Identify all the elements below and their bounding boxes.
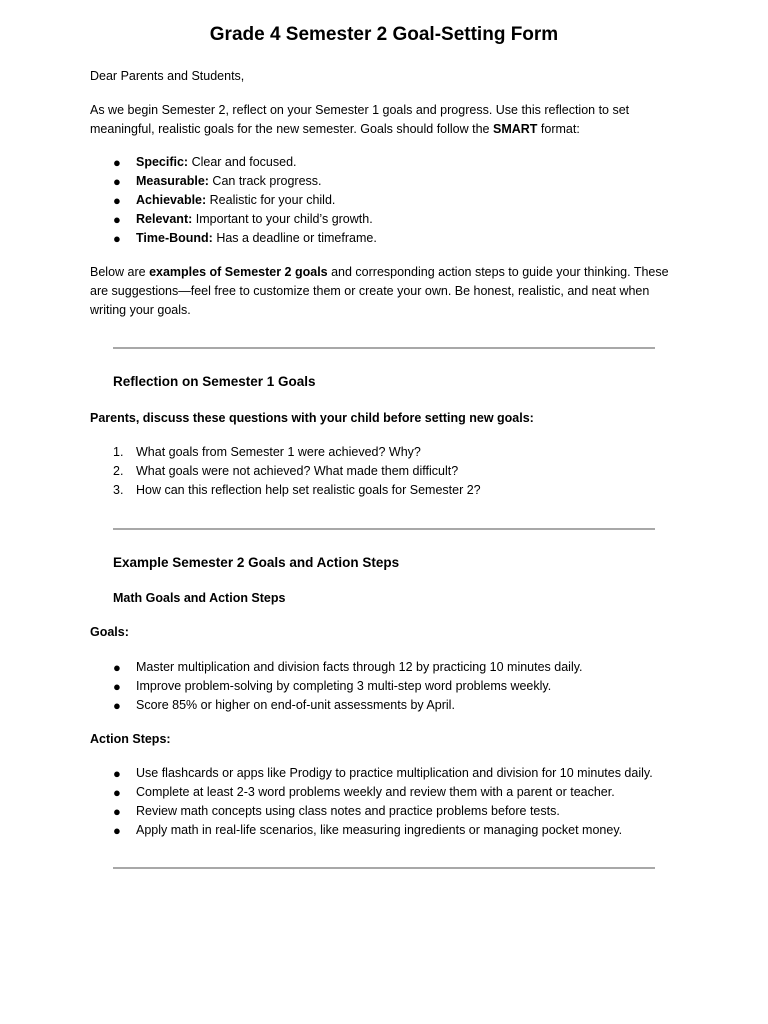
question-number: 1. — [113, 445, 124, 459]
goals-label: Goals: — [90, 625, 129, 639]
question-text: What goals from Semester 1 were achieved? Why? — [136, 445, 421, 459]
section-divider — [113, 528, 655, 530]
smart-term: Specific: — [136, 155, 189, 169]
bullet-icon: ● — [113, 174, 121, 189]
question-text: What goals were not achieved? What made them difficult? — [136, 464, 459, 478]
reflection-heading: Reflection on Semester 1 Goals — [113, 374, 316, 389]
bullet-icon: ● — [113, 231, 121, 246]
bullet-icon: ● — [113, 679, 121, 694]
intro-paragraph — [90, 101, 629, 139]
math-heading: Math Goals and Action Steps — [113, 591, 286, 605]
smart-term: Achievable: — [136, 193, 207, 207]
guidance-bold: examples of Semester 2 goals — [149, 265, 328, 279]
action-steps-label: Action Steps: — [90, 732, 171, 746]
goal-text: Master multiplication and division facts through 12 by practicing 10 minutes daily. — [136, 660, 583, 674]
bullet-icon: ● — [113, 155, 121, 170]
step-text: Review math concepts using class notes and practice problems before tests. — [136, 804, 560, 818]
bullet-icon: ● — [113, 823, 121, 838]
bullet-icon: ● — [113, 193, 121, 208]
smart-keyword: SMART — [493, 122, 538, 136]
bullet-icon: ● — [113, 698, 121, 713]
intro-line-1: As we begin Semester 2, reflect on your Semester 1 goals and progress. Use this reflection to set — [90, 103, 630, 117]
intro-text-end: format: — [537, 122, 580, 136]
guidance-text: Below are — [90, 265, 150, 279]
smart-term: Measurable: — [136, 174, 209, 188]
step-text: Apply math in real-life scenarios, like measuring ingredients or managing pocket money. — [136, 823, 623, 837]
question-number: 3. — [113, 483, 124, 497]
smart-desc: Clear and focused. — [188, 155, 297, 169]
goal-text: Improve problem-solving by completing 3 multi-step word problems weekly. — [136, 679, 552, 693]
smart-desc: Can track progress. — [208, 174, 322, 188]
page-title: Grade 4 Semester 2 Goal-Setting Form — [209, 24, 559, 45]
smart-desc: Has a deadline or timeframe. — [212, 231, 377, 245]
goal-text: Score 85% or higher on end-of-unit assessments by April. — [136, 698, 455, 712]
intro-text: meaningful, realistic goals for the new semester. Goals should follow the — [90, 122, 493, 136]
section-divider — [113, 867, 655, 869]
examples-heading: Example Semester 2 Goals and Action Steps — [113, 555, 400, 570]
salutation: Dear Parents and Students, — [90, 69, 245, 83]
step-text: Complete at least 2-3 word problems weekly and review them with a parent or teacher. — [136, 785, 615, 799]
smart-term: Time-Bound: — [136, 231, 213, 245]
bullet-icon: ● — [113, 785, 121, 800]
guidance-line-1 — [90, 263, 669, 282]
guidance-text-end: and corresponding action steps to guide your thinking. These — [327, 265, 669, 279]
guidance-line-2: are suggestions—feel free to customize them or create your own. Be honest, realistic, and neat when — [90, 284, 650, 298]
section-divider — [113, 347, 655, 349]
smart-term: Relevant: — [136, 212, 193, 226]
smart-desc: Important to your child’s growth. — [192, 212, 373, 226]
question-number: 2. — [113, 464, 124, 478]
step-text: Use flashcards or apps like Prodigy to practice multiplication and division for 10 minutes daily. — [136, 766, 653, 780]
question-text: How can this reflection help set realistic goals for Semester 2? — [136, 483, 481, 497]
bullet-icon: ● — [113, 804, 121, 819]
intro-line-2 — [90, 120, 629, 139]
bullet-icon: ● — [113, 212, 121, 227]
reflection-prompt: Parents, discuss these questions with your child before setting new goals: — [90, 411, 534, 425]
smart-desc: Realistic for your child. — [206, 193, 336, 207]
guidance-line-3: writing your goals. — [90, 303, 191, 317]
bullet-icon: ● — [113, 766, 121, 781]
bullet-icon: ● — [113, 660, 121, 675]
guidance-paragraph — [90, 263, 669, 320]
